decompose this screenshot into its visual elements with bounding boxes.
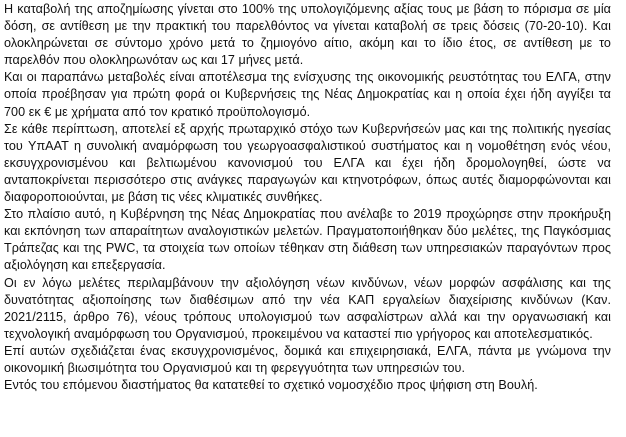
paragraph-liquidity-support: Και οι παραπάνω μεταβολές είναι αποτέλεσμα της ενίσχυσης της οικονομικής ρευστότητας του ΕΛΓΑ, στην οποία προέβησαν για πρώτη φορά οι Κυβερνήσεις της Νέας Δημοκρατίας και η οποία έχει ήδη αγγίξει τα 700 εκ € με χρήματα από τον κρατικό προϋπολογισμό. — [4, 70, 611, 119]
paragraph-modernized-elga: Επί αυτών σχεδιάζεται ένας εκσυγχρονισμένος, δομικά και επιχειρησιακά, ΕΛΓΑ, πάντα με γνώμονα την οικονομική βιωσιμότητα του Οργανισμού και τη φερεγγυότητα των υπηρεσιών του. — [4, 343, 611, 375]
paragraph-compensation-payment: Η καταβολή της αποζημίωσης γίνεται στο 100% της υπολογιζόμενης αξίας τους με βάση το πόρισμα σε μία δόση, σε αντίθεση με την πρακτική του παρελθόντος να γίνεται καταβολή σε τρεις δόσεις (70-20-10). Και ολοκληρώνεται σε σύντομο χρόνο μετά το ζημιογόνο αίτιο, ακόμη και το ίδιο έτος, σε αντίθεση με το παρελθόν που ολοκληρωνόταν ως και 17 μήνες μετά. — [4, 2, 611, 68]
paragraph-bill-submission: Εντός του επόμενου διαστήματος θα κατατεθεί το σχετικό νομοσχέδιο προς ψήφιση στη Βουλή. — [4, 378, 538, 393]
paragraph-reform-goal: Σε κάθε περίπτωση, αποτελεί εξ αρχής πρωταρχικό στόχο των Κυβερνήσεών μας και της πολιτικής ηγεσίας του ΥπΑΑΤ η συνολική αναμόρφωση του γεωργοασφαλιστικού συστήματος και η νομοθέτηση ενός νέου, εκσυγχρονισμένου και βελτιωμένου κανονισμού του ΕΛΓΑ και έχει ήδη δρομολογηθεί, ώστε να ανταποκρίνεται περισσότερο στις ανάγκες παραγωγών και κτηνοτρόφων, όπως αυτές διαμορφώνονται και διαφοροποιούνται, με βάση τις νέες κλιματικές συνθήκες. — [4, 121, 611, 205]
paragraph-studies-content: Οι εν λόγω μελέτες περιλαμβάνουν την αξιολόγηση νέων κινδύνων, νέων μορφών ασφάλισης και της δυνατότητας αξιοποίησης των διαθέσιμων από την νέα ΚΑΠ εργαλείων διαχείρισης κινδύνων (Καν. 2021/2115, άρθρο 76), νέους τρόπους υπολογισμού των ασφαλίστρων αλλά και την οργανωσιακή και τεχνολογική αναμόρφωση του Οργανισμού, προκειμένου να καταστεί πιο γρήγορος και αποτελεσματικός. — [4, 275, 611, 341]
document-body — [4, 1, 611, 394]
paragraph-actuarial-studies: Στο πλαίσιο αυτό, η Κυβέρνηση της Νέας Δημοκρατίας που ανέλαβε το 2019 προχώρησε στην προκήρυξη και εκπόνηση των απαραίτητων αναλογιστικών μελετών. Πραγματοποιήθηκαν δύο μελέτες, της Παγκόσμιας Τράπεζας και της PWC, τα στοιχεία των οποίων τέθηκαν στη διάθεση των υπηρεσιακών παραγόντων προς αξιολόγηση και επεξεργασία. — [4, 207, 611, 273]
